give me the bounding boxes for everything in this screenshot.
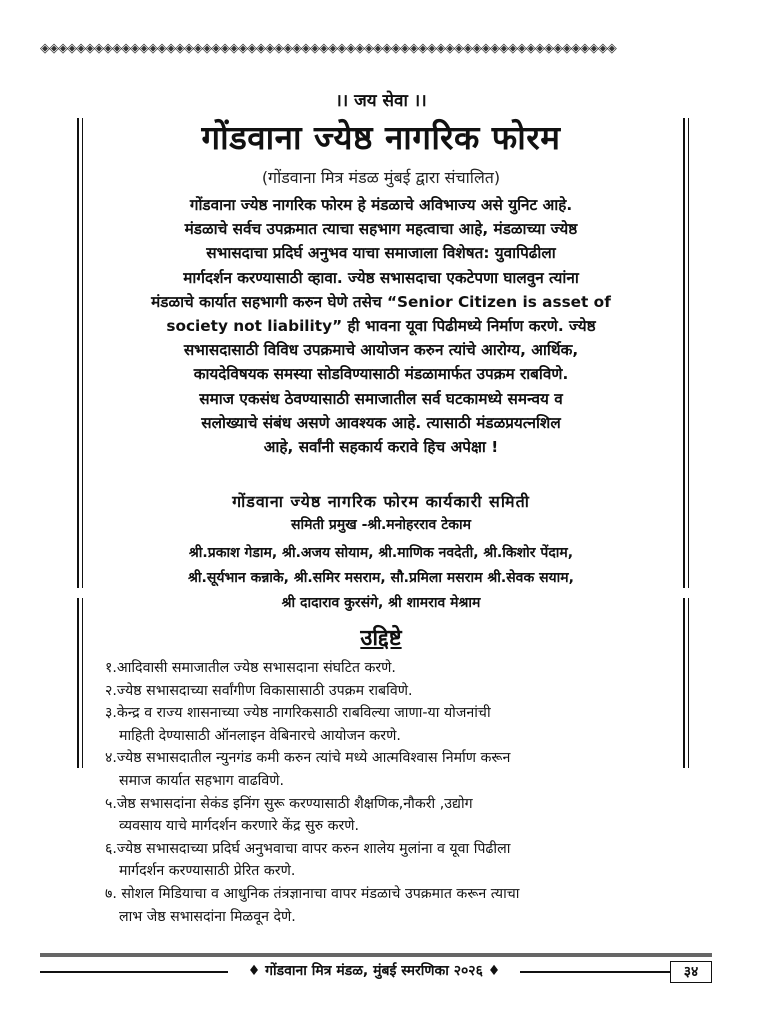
decorative-line-left-2	[82, 118, 83, 588]
intro-line: आहे, सर्वांनी सहकार्य करावे हिच अपेक्षा !	[263, 438, 499, 457]
objective-item: लाभ जेष्ठ सभासदांना मिळवून देणे.	[119, 908, 296, 925]
objective-item: मार्गदर्शन करण्यासाठी प्रेरित करणे.	[119, 863, 296, 880]
objectives-list	[105, 657, 685, 928]
objective-item: माहिती देण्यासाठी ऑनलाइन वेबिनारचे आयोजन करणे.	[119, 727, 401, 744]
intro-paragraph	[100, 193, 662, 459]
page-number: ३४	[670, 961, 712, 983]
footer-rule-left	[40, 971, 228, 973]
intro-line: कायदेविषयक समस्या सोडविण्यासाठी मंडळामार्फत उपक्रम राबविणे.	[193, 365, 569, 384]
members-line: श्री.प्रकाश गेडाम, श्री.अजय सोयाम, श्री.माणिक नवदेती, श्री.किशोर पेंदाम,	[188, 545, 574, 561]
intro-line: मंडळाचे कार्यात सहभागी करुन घेणे तसेच “Senior Citizen is asset of	[151, 292, 611, 311]
objective-item: ३.केन्द्र व राज्य शासनाच्या ज्येष्ठ नागरिकसाठी राबविल्या जाणा-या योजनांची	[105, 705, 491, 722]
intro-line: मार्गदर्शन करण्यासाठी व्हावा. ज्येष्ठ सभासदाचा एकटेपणा घालवुन त्यांना	[183, 268, 579, 287]
jay-seva-heading: ।। जय सेवा ।।	[335, 91, 427, 111]
members-line: श्री.सूर्यभान कन्नाके, श्री.समिर मसराम, सौ.प्रमिला मसराम श्री.सेवक सयाम,	[188, 570, 574, 586]
objective-item: व्यवसाय याचे मार्गदर्शन करणारे केंद्र सुरु करणे.	[119, 818, 360, 835]
decorative-line-left-4	[82, 598, 83, 768]
objective-item: समाज कार्यात सहभाग वाढविणे.	[119, 772, 285, 789]
intro-line: सलोख्याचे संबंध असणे आवश्यक आहे. त्यासाठी मंडळप्रयत्नशिल	[201, 413, 561, 432]
decorative-line-left-3	[77, 598, 79, 768]
intro-line: सभासदाचा प्रदिर्घ अनुभव याचा समाजाला विशेषत: युवापिढीला	[206, 244, 556, 263]
decorative-line-left-1	[77, 118, 79, 588]
footer-text: ♦ गोंडवाना मित्र मंडळ, मुंबई स्मरणिका २०२६ ♦	[247, 963, 501, 979]
intro-line: गोंडवाना ज्येष्ठ नागरिक फोरम हे मंडळाचे अविभाज्य असे युनिट आहे.	[189, 196, 573, 214]
footer-rule-right	[520, 971, 670, 973]
objective-item: १.आदिवासी समाजातील ज्येष्ठ सभासदाना संघटित करणे.	[105, 660, 396, 676]
objective-item: २.ज्येष्ठ सभासदाच्या सर्वांगीण विकासासाठी उपक्रम राबविणे.	[105, 682, 413, 699]
members-line: श्री दादाराव कुरसंगे, श्री शामराव मेश्राम	[281, 595, 481, 611]
page-title: गोंडवाना ज्येष्ठ नागरिक फोरम	[201, 118, 561, 157]
intro-line: सभासदासाठी विविध उपक्रमाचे आयोजन करुन त्यांचे आरोग्य, आर्थिक,	[183, 341, 579, 360]
committee-chair: समिती प्रमुख -श्री.मनोहरराव टेकाम	[290, 517, 472, 533]
decorative-line-right-2	[688, 118, 689, 588]
objective-item: ६.ज्येष्ठ सभासदाच्या प्रदिर्घ अनुभवाचा वापर करुन शालेय मुलांना व यूवा पिढीला	[105, 840, 511, 857]
committee-members	[110, 541, 652, 616]
decorative-line-right-1	[683, 118, 685, 588]
footer-divider	[40, 953, 712, 957]
decorative-border-top: ◈◈◈◈◈◈◈◈◈◈◈◈◈◈◈◈◈◈◈◈◈◈◈◈◈◈◈◈◈◈◈◈◈◈◈◈◈◈◈◈◈◈◈◈◈◈◈◈◈◈◈◈◈◈◈◈◈◈◈◈◈◈◈◈	[40, 42, 616, 56]
objective-item: ४.ज्येष्ठ सभासदातील न्युनगंड कमी करुन त्यांचे मध्ये आत्मविश्वास निर्माण करून	[105, 750, 511, 767]
intro-line: society not liability” ही भावना यूवा पिढीमध्ये निर्माण करणे. ज्येष्ठ	[166, 317, 596, 336]
objective-item: ५.जेष्ठ सभासदांना सेकंड इनिंग सुरू करण्यासाठी शैक्षणिक,नौकरी ,उद्योग	[105, 795, 473, 812]
page-subtitle: (गोंडवाना मित्र मंडळ मुंबई द्वारा संचालित)	[261, 168, 501, 187]
decorative-line-right-4	[688, 598, 689, 768]
intro-line: समाज एकसंध ठेवण्यासाठी समाजातील सर्व घटकामध्ये समन्वय व	[199, 389, 563, 408]
committee-title: गोंडवाना ज्येष्ठ नागरिक फोरम कार्यकारी समिती	[232, 492, 530, 511]
intro-line: मंडळाचे सर्वच उपक्रमात त्याचा सहभाग महत्वाचा आहे, मंडळाच्या ज्येष्ठ	[184, 220, 578, 239]
objective-item: ७. सोशल मिडियाचा व आधुनिक तंत्रज्ञानाचा वापर मंडळाचे उपक्रमात करून त्याचा	[105, 885, 520, 902]
objectives-heading: उद्दिष्टे	[360, 626, 402, 651]
